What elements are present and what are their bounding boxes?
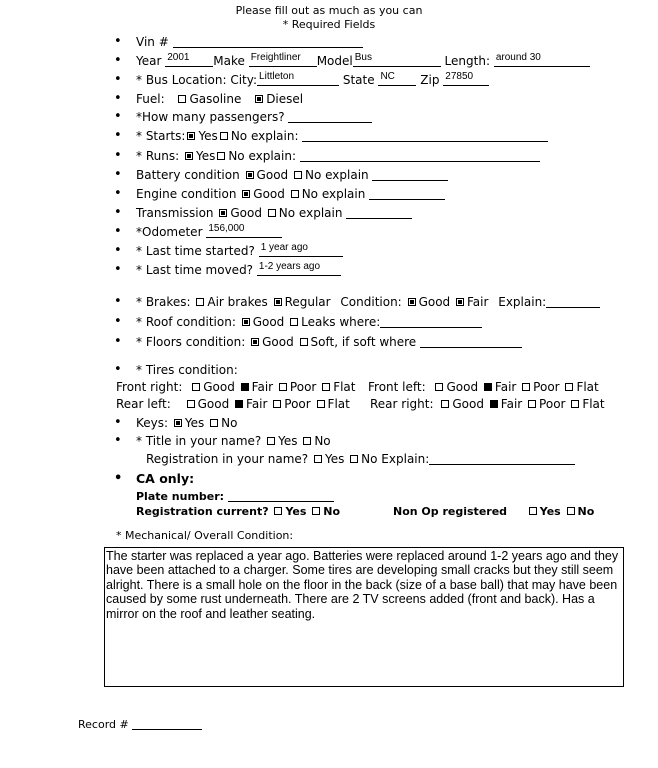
make-field[interactable]: Freightliner <box>249 54 317 67</box>
rear-right-tire-row <box>370 397 605 411</box>
starts-explain-field[interactable] <box>302 129 548 142</box>
transmission-good-label: Good <box>230 206 262 220</box>
title-no-checkbox[interactable] <box>303 437 311 445</box>
transmission-no-checkbox[interactable] <box>268 209 276 217</box>
flat-label: Flat <box>327 397 350 411</box>
record-field[interactable] <box>132 717 202 730</box>
battery-good-label: Good <box>256 168 289 182</box>
starts-yes-checkbox[interactable] <box>187 132 195 140</box>
roof-leaks-field[interactable] <box>380 315 482 328</box>
flat-label: Flat <box>582 397 605 411</box>
rear-left-poor-checkbox[interactable] <box>273 400 281 408</box>
floors-row <box>136 335 522 349</box>
vin-row <box>136 35 363 49</box>
non-op-no-checkbox[interactable] <box>567 507 575 515</box>
rear-right-flat-checkbox[interactable] <box>571 400 579 408</box>
transmission-good-checkbox[interactable] <box>219 209 227 217</box>
poor-label: Poor <box>533 380 560 394</box>
mechanical-label: * Mechanical/ Overall Condition: <box>116 529 294 542</box>
starts-yes-label: Yes <box>198 129 218 143</box>
registration-current-no-checkbox[interactable] <box>312 507 320 515</box>
passengers-field[interactable] <box>288 110 372 123</box>
registration-current-label: Registration current? <box>136 505 269 518</box>
diesel-checkbox[interactable] <box>255 95 263 103</box>
make-label: Make <box>213 54 245 68</box>
title-no-label: No <box>314 434 331 448</box>
brakes-fair-label: Fair <box>467 295 489 309</box>
vin-field[interactable] <box>173 35 363 48</box>
keys-row <box>136 416 237 430</box>
registration-current-yes-label: Yes <box>285 505 307 518</box>
roof-label: * Roof condition: <box>136 315 236 329</box>
registration-row <box>146 452 575 466</box>
non-op-label: Non Op registered <box>393 505 508 518</box>
front-left-flat-checkbox[interactable] <box>565 383 573 391</box>
floors-soft-checkbox[interactable] <box>300 338 308 346</box>
starts-no-checkbox[interactable] <box>220 132 228 140</box>
keys-yes-label: Yes <box>184 416 205 430</box>
fuel-row <box>136 92 303 106</box>
battery-label: Battery condition <box>136 168 240 182</box>
flat-label: Flat <box>576 380 599 394</box>
transmission-no-label: No explain <box>278 206 343 220</box>
brakes-row <box>136 295 600 309</box>
condition-notes-textarea[interactable]: The starter was replaced a year ago. Batteries were replaced around 1-2 years ago and they have been attached to a charger. Some tires are developing small cracks but they still seem alright. There is a small hole on the floor in the back (size of a base ball) that may have been caused by some rust underneath. There are 2 TV screens added (front and back). Has a mirror on the roof and leather seating. <box>104 547 624 687</box>
front-right-label: Front right: <box>116 380 183 394</box>
rear-left-label: Rear left: <box>116 397 171 411</box>
battery-explain-field[interactable] <box>372 168 448 181</box>
registration-no-checkbox[interactable] <box>350 455 358 463</box>
diesel-label: Diesel <box>266 92 304 106</box>
rear-left-tire-row <box>116 397 350 411</box>
plate-row <box>136 489 334 504</box>
non-op-yes-checkbox[interactable] <box>529 507 537 515</box>
starts-no-label: No explain: <box>230 129 299 143</box>
brakes-label: * Brakes: <box>136 295 191 309</box>
battery-no-label: No explain <box>304 168 369 182</box>
keys-yes-checkbox[interactable] <box>174 419 182 427</box>
registration-current-row <box>136 505 340 519</box>
tires-row <box>136 363 238 377</box>
transmission-row <box>136 206 412 220</box>
engine-label: Engine condition <box>136 187 237 201</box>
registration-no-label: No Explain: <box>361 452 430 466</box>
runs-yes-checkbox[interactable] <box>185 152 193 160</box>
roof-good-checkbox[interactable] <box>242 318 250 326</box>
runs-no-checkbox[interactable] <box>217 152 225 160</box>
record-row <box>78 717 202 732</box>
odometer-label: *Odometer <box>136 225 203 239</box>
battery-row <box>136 168 448 182</box>
record-label: Record # <box>78 718 129 731</box>
regular-brakes-label: Regular <box>284 295 331 309</box>
title-yes-checkbox[interactable] <box>267 437 275 445</box>
good-label: Good <box>452 397 484 411</box>
plate-label: Plate number: <box>136 490 225 503</box>
roof-good-label: Good <box>252 315 285 329</box>
city-field[interactable]: Littleton <box>257 73 339 86</box>
floors-good-label: Good <box>262 335 294 349</box>
runs-no-label: No explain: <box>228 149 297 163</box>
brakes-fair-checkbox[interactable] <box>456 298 464 306</box>
brakes-good-checkbox[interactable] <box>408 298 416 306</box>
length-label: Length: <box>444 54 490 68</box>
good-label: Good <box>446 380 479 394</box>
model-field[interactable]: Bus <box>353 54 441 67</box>
floors-soft-field[interactable] <box>420 335 522 348</box>
front-left-fair-checkbox[interactable] <box>484 383 492 391</box>
poor-label: Poor <box>284 397 311 411</box>
air-brakes-checkbox[interactable] <box>196 298 204 306</box>
state-field[interactable]: NC <box>378 73 416 86</box>
starts-row <box>136 129 548 143</box>
registration-yes-label: Yes <box>324 452 345 466</box>
engine-row <box>136 187 445 201</box>
length-field[interactable]: around 30 <box>494 54 590 67</box>
form-instructions: Please fill out as much as you can <box>235 4 423 17</box>
year-field[interactable]: 2001 <box>165 54 213 67</box>
battery-no-checkbox[interactable] <box>294 171 302 179</box>
floors-label: * Floors condition: <box>136 335 246 349</box>
title-label: * Title in your name? <box>136 434 262 448</box>
keys-label: Keys: <box>136 416 169 430</box>
odometer-field[interactable]: 156,000 <box>206 225 282 238</box>
registration-explain-field[interactable] <box>429 452 575 465</box>
engine-good-checkbox[interactable] <box>242 190 250 198</box>
last-moved-field[interactable]: 1-2 years ago <box>257 263 341 276</box>
battery-good-checkbox[interactable] <box>246 171 254 179</box>
gasoline-checkbox[interactable] <box>178 95 186 103</box>
engine-no-checkbox[interactable] <box>291 190 299 198</box>
front-left-poor-checkbox[interactable] <box>522 383 530 391</box>
transmission-explain-field[interactable] <box>346 206 412 219</box>
odometer-row <box>136 225 282 239</box>
engine-explain-field[interactable] <box>369 187 445 200</box>
model-label: Model <box>316 54 353 68</box>
rear-left-flat-checkbox[interactable] <box>317 400 325 408</box>
passengers-row <box>136 110 372 124</box>
location-row <box>136 73 489 87</box>
last-moved-label: * Last time moved? <box>136 263 254 277</box>
gasoline-label: Gasoline <box>189 92 242 106</box>
fair-label: Fair <box>251 380 274 394</box>
keys-no-checkbox[interactable] <box>210 419 218 427</box>
registration-yes-checkbox[interactable] <box>314 455 322 463</box>
front-right-poor-checkbox[interactable] <box>279 383 287 391</box>
front-right-fair-checkbox[interactable] <box>241 383 249 391</box>
fair-label: Fair <box>500 397 523 411</box>
rear-right-label: Rear right: <box>370 397 434 411</box>
registration-label: Registration in your name? <box>146 452 309 466</box>
state-label: State <box>342 73 375 87</box>
starts-label: * Starts: <box>136 129 186 143</box>
rear-left-good-checkbox[interactable] <box>187 400 195 408</box>
tires-label: * Tires condition: <box>136 363 238 377</box>
last-started-label: * Last time started? <box>136 244 255 258</box>
last-moved-row <box>136 263 341 277</box>
registration-current-yes-checkbox[interactable] <box>274 507 282 515</box>
passengers-label: *How many passengers? <box>136 110 285 124</box>
non-op-no-label: No <box>577 505 595 518</box>
keys-no-label: No <box>221 416 238 430</box>
front-right-good-checkbox[interactable] <box>192 383 200 391</box>
zip-label: Zip <box>420 73 440 87</box>
year-label: Year <box>136 54 162 68</box>
title-row <box>136 434 331 448</box>
vin-label: Vin # <box>136 35 169 49</box>
ca-only-label: CA only: <box>136 471 195 486</box>
engine-good-label: Good <box>253 187 285 201</box>
last-started-row <box>136 244 343 258</box>
front-left-label: Front left: <box>368 380 426 394</box>
flat-label: Flat <box>333 380 356 394</box>
fair-label: Fair <box>494 380 517 394</box>
good-label: Good <box>203 380 235 394</box>
transmission-label: Transmission <box>136 206 214 220</box>
front-right-flat-checkbox[interactable] <box>322 383 330 391</box>
roof-leaks-label: Leaks where: <box>301 315 381 329</box>
regular-brakes-checkbox[interactable] <box>274 298 282 306</box>
rear-right-poor-checkbox[interactable] <box>528 400 536 408</box>
good-label: Good <box>197 397 230 411</box>
zip-field[interactable]: 27850 <box>443 73 489 86</box>
front-right-tire-row <box>116 380 355 394</box>
poor-label: Poor <box>539 397 566 411</box>
fuel-label: Fuel: <box>136 92 165 106</box>
runs-label: * Runs: <box>136 149 180 163</box>
non-op-yes-label: Yes <box>539 505 561 518</box>
brakes-condition-label: Condition: <box>340 295 402 309</box>
fair-label: Fair <box>246 397 268 411</box>
vehicle-row <box>136 54 590 68</box>
plate-field[interactable] <box>228 489 334 502</box>
rear-right-fair-checkbox[interactable] <box>490 400 498 408</box>
registration-current-no-label: No <box>323 505 341 518</box>
poor-label: Poor <box>289 380 317 394</box>
floors-good-checkbox[interactable] <box>251 338 259 346</box>
rear-right-good-checkbox[interactable] <box>441 400 449 408</box>
brakes-explain-label: Explain: <box>498 295 547 309</box>
required-fields-note: * Required Fields <box>282 18 376 31</box>
runs-explain-field[interactable] <box>300 149 540 162</box>
brakes-good-label: Good <box>418 295 451 309</box>
non-op-row <box>393 505 594 519</box>
front-left-good-checkbox[interactable] <box>435 383 443 391</box>
engine-no-label: No explain <box>301 187 366 201</box>
air-brakes-label: Air brakes <box>207 295 268 309</box>
runs-row <box>136 149 540 163</box>
roof-row <box>136 315 482 329</box>
last-started-field[interactable]: 1 year ago <box>259 244 343 257</box>
brakes-explain-field[interactable] <box>546 295 600 308</box>
front-left-tire-row <box>368 380 599 394</box>
floors-soft-label: Soft, if soft where <box>310 335 417 349</box>
title-yes-label: Yes <box>278 434 298 448</box>
runs-yes-label: Yes <box>195 149 216 163</box>
city-label: * Bus Location: City: <box>136 73 258 87</box>
ca-only-heading <box>136 472 194 486</box>
roof-leaks-checkbox[interactable] <box>290 318 298 326</box>
rear-left-fair-checkbox[interactable] <box>235 400 243 408</box>
